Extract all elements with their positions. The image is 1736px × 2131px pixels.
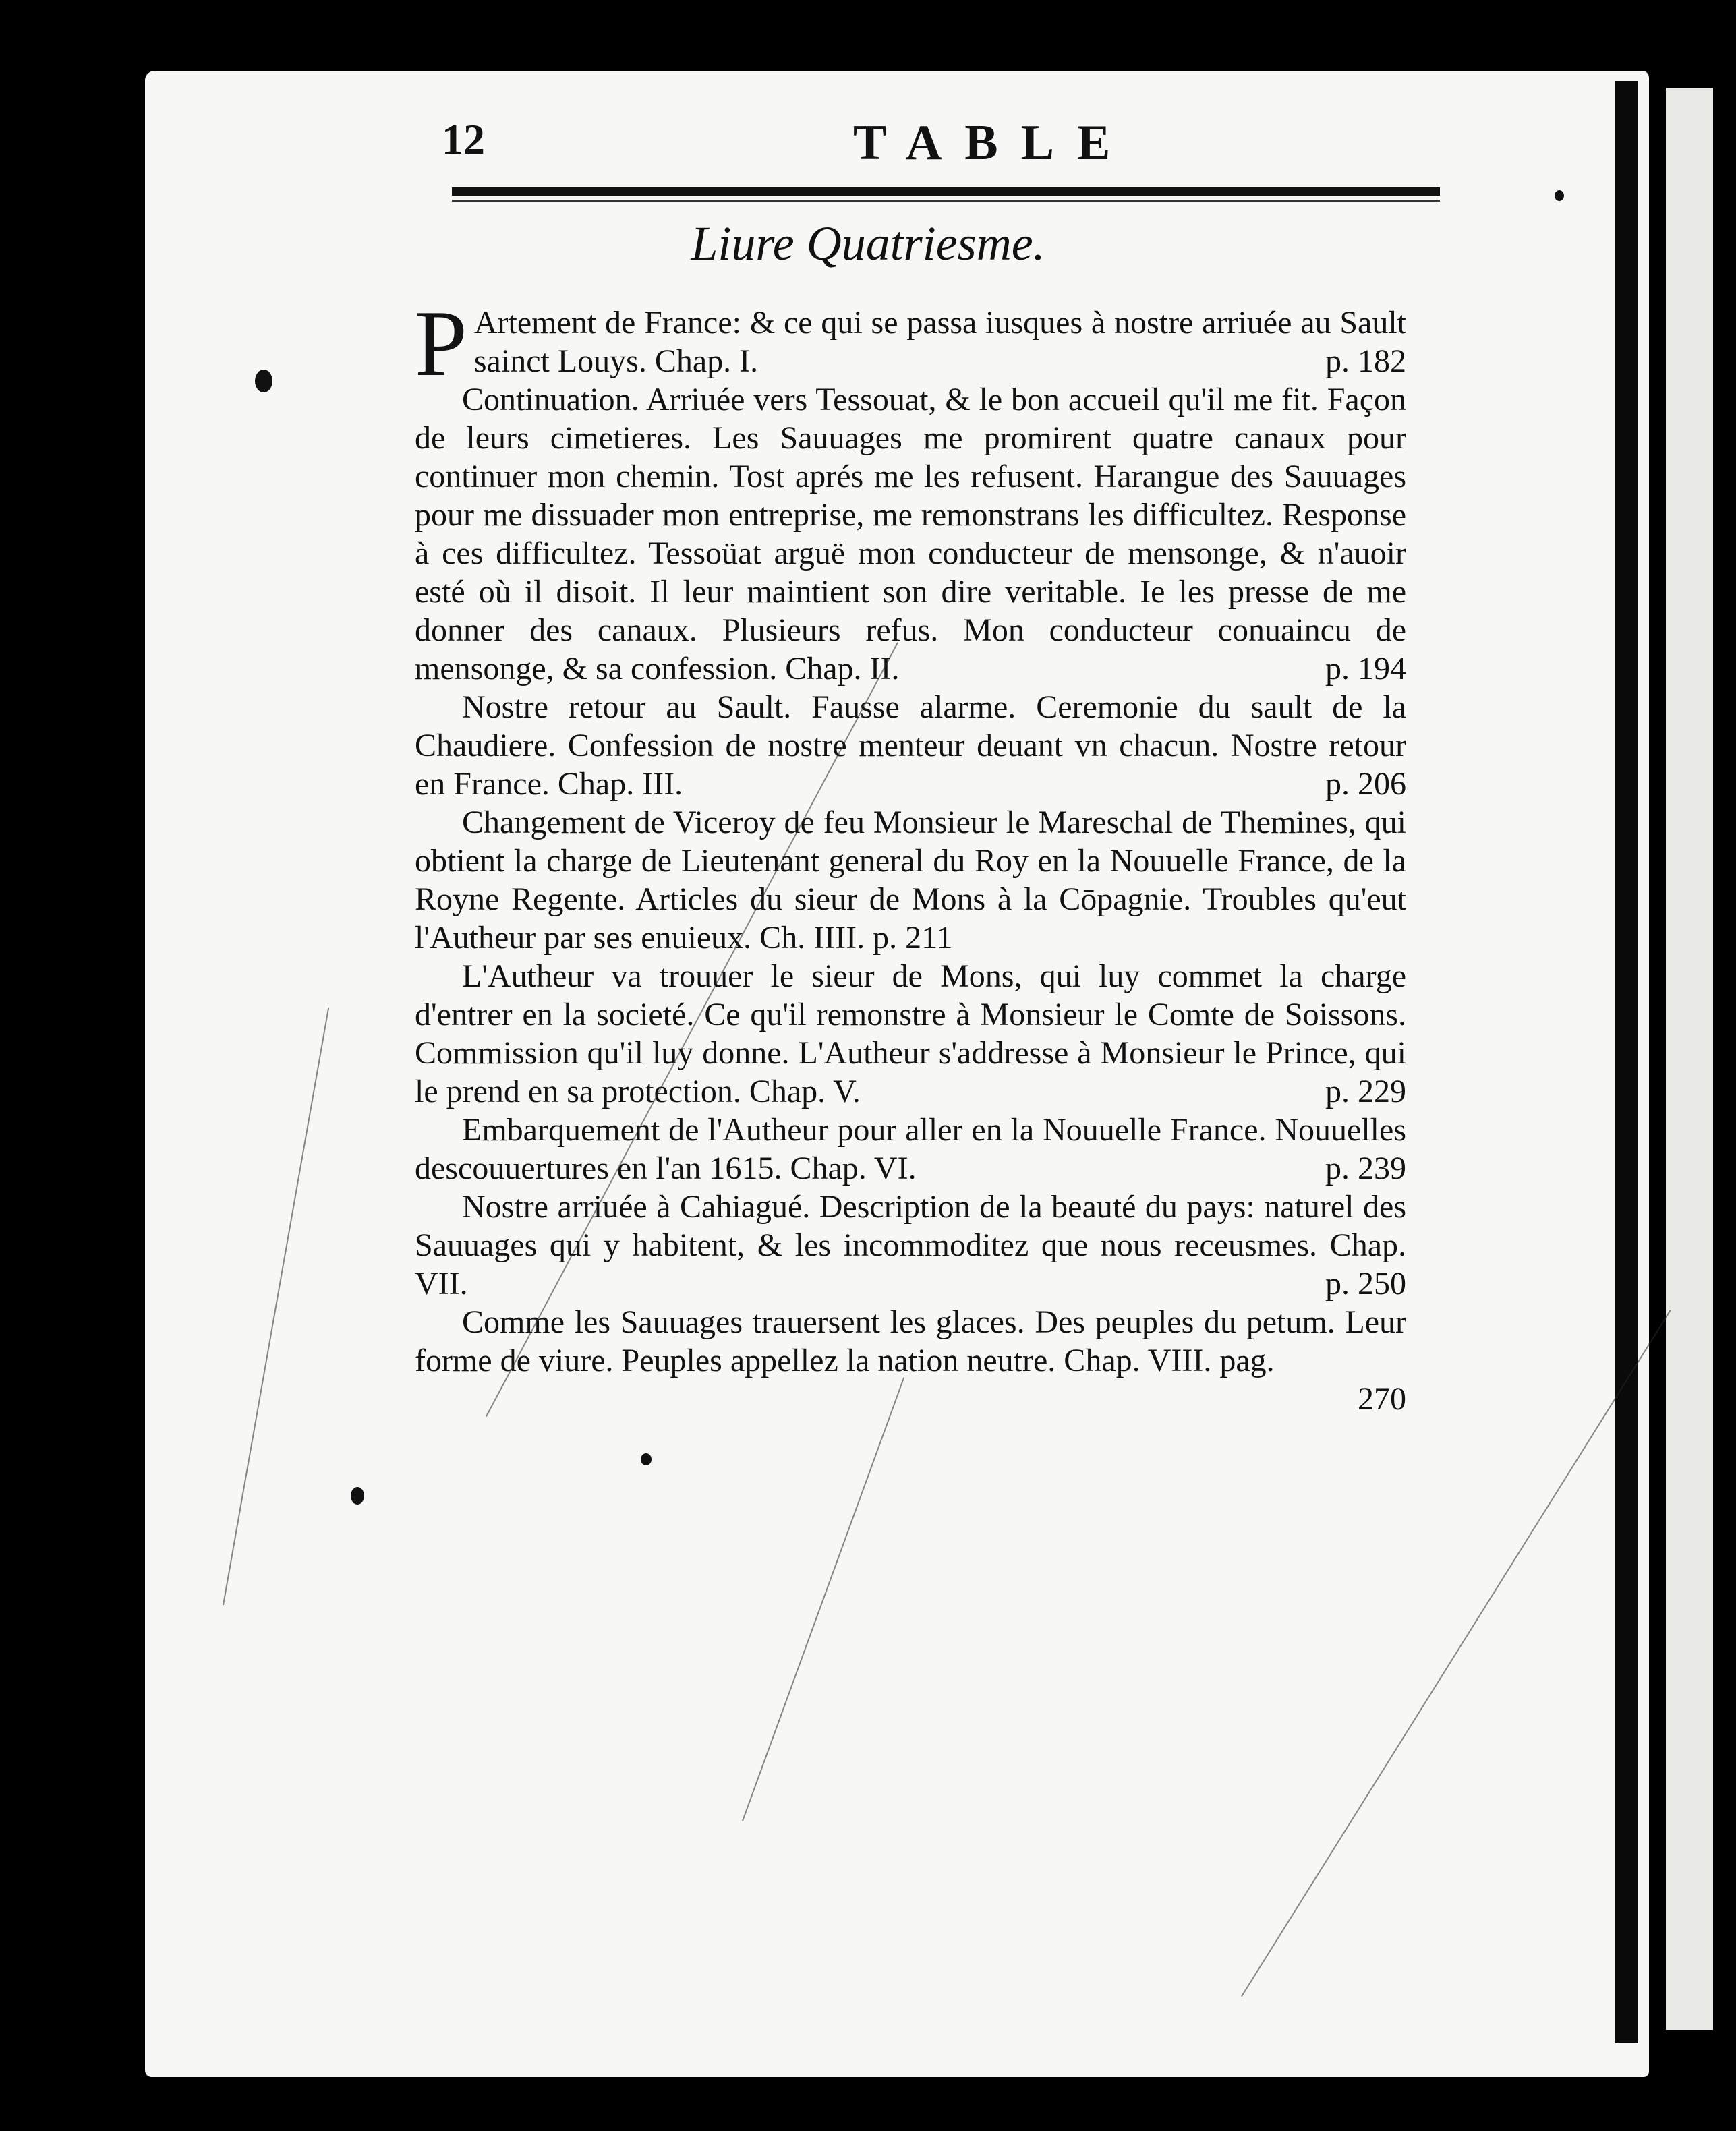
ink-speck	[351, 1487, 364, 1505]
toc-entry-chapter-1	[415, 291, 1406, 396]
toc-entry-page: p. 182	[1314, 343, 1406, 379]
toc-entry-chapter-5	[415, 957, 1406, 1111]
toc-entry-chapter-7	[415, 1188, 1406, 1303]
toc-entry-page: p. 206	[1314, 766, 1406, 802]
page-number: 12	[442, 115, 485, 163]
facing-page-edge	[1666, 88, 1713, 2030]
toc-entry-chapter-8	[415, 1303, 1406, 1418]
toc-entry-text: L'Autheur va trouuer le sieur de Mons, qui luy commet la charge d'entrer en la societé. Ce qu'il remonstre à Monsieur le Comte de Soissons. Commission qu'il luy donne. L'Autheur s'addresse à Monsieur le Prince, qui le prend en sa protection. Chap. V.	[415, 958, 1406, 1109]
running-head: TABLE	[853, 115, 1134, 171]
ink-speck	[641, 1453, 652, 1465]
toc-entry-chapter-2	[415, 380, 1406, 688]
binding-gutter-shadow	[1615, 81, 1638, 2043]
toc-entry-chapter-4	[415, 803, 1406, 957]
toc-entry-chapter-3	[415, 688, 1406, 803]
toc-entry-text: Continuation. Arriuée vers Tessouat, & le bon accueil qu'il me fit. Façon de leurs cimetieres. Les Sauuages me promirent quatre canaux pour continuer mon chemin. Tost aprés me les refusent. Harangue des Sauuages pour me dissuader mon entreprise, me remonstrans les difficultez. Response à ces difficultez. Tessoüat arguë mon conducteur de mensonge, & n'auoir esté où il disoit. Il leur maintient son dire veritable. Ie les presse de me donner des canaux. Plusieurs refus. Mon conducteur conuaincu de mensonge, & sa confession. Chap. II.	[415, 382, 1406, 687]
toc-entry-text: Embarquement de l'Autheur pour aller en la Nouuelle France. Nouuelles descouuertures en l'an 1615. Chap. VI.	[415, 1112, 1406, 1186]
page-header	[442, 115, 1440, 175]
toc-entry-text: Artement de France: & ce qui se passa iusques à nostre arriuée au Sault sainct Louys. Chap. I.	[473, 305, 1406, 379]
toc-entry-text: Nostre arriuée à Cahiagué. Description de la beauté du pays: naturel des Sauuages qui y habitent, & les incommoditez que nous receusmes. Chap. VII.	[415, 1189, 1406, 1302]
toc-entry-page: p. 250	[1314, 1266, 1406, 1302]
header-rule	[452, 187, 1440, 196]
toc-entry-chapter-6	[415, 1111, 1406, 1188]
ink-speck	[255, 370, 272, 392]
toc-entry-page: 270	[1347, 1381, 1406, 1417]
toc-entry-text: Comme les Sauuages trauersent les glaces. Des peuples du petum. Leur forme de viure. Peuples appellez la nation neutre. Chap. VIII. pag.	[415, 1304, 1406, 1378]
toc-entry-page: p. 239	[1314, 1150, 1406, 1186]
ink-speck	[1555, 190, 1564, 201]
toc-entry-text: Nostre retour au Sault. Fausse alarme. Ceremonie du sault de la Chaudiere. Confession de nostre menteur deuant vn chacun. Nostre retour en France. Chap. III.	[415, 689, 1406, 802]
section-title: Liure Quatriesme.	[691, 216, 1045, 270]
toc-entry-page: p. 229	[1314, 1074, 1406, 1109]
toc-entry-page: p. 194	[1314, 651, 1406, 687]
toc-entry-text: Changement de Viceroy de feu Monsieur le Mareschal de Themines, qui obtient la charge de Lieutenant general du Roy en la Nouuelle France, de la Royne Regente. Articles du sieur de Mons à la Cōpagnie. Troubles qu'eut l'Autheur par ses enuieux. Ch. IIII. p. 211	[415, 805, 1406, 956]
header-rule-thin	[452, 200, 1440, 202]
table-of-contents	[415, 291, 1406, 1418]
drop-cap: P	[415, 291, 467, 396]
